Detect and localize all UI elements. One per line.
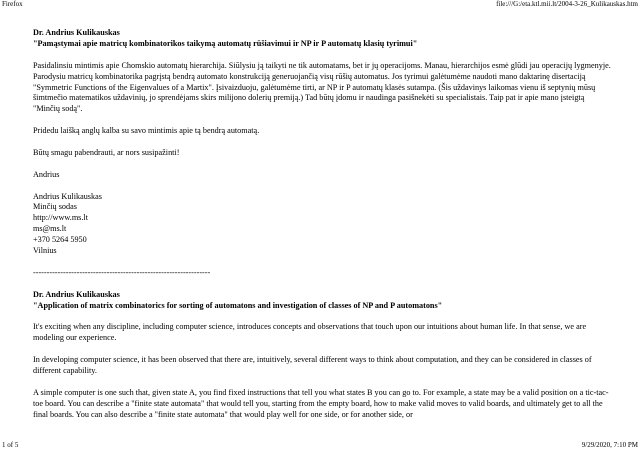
en-paragraph-1: It's exciting when any discipline, including computer science, introduces concepts and observations that touch upon our intuitions about human life. In that sense, we are modeling our experience. bbox=[33, 322, 587, 343]
lt-paragraph-3: Būtų smagu pabendrauti, ar nors susipažinti! bbox=[33, 147, 180, 157]
en-title: "Application of matrix combinatorics for sorting of automatons and investigation of classes of NP and P automatons" bbox=[33, 300, 443, 310]
signature-block bbox=[33, 192, 611, 257]
en-paragraph-2: In developing computer science, it has been observed that there are, intuitively, several different ways to think about computation, and they can be considered in classes of different capability. bbox=[33, 355, 592, 375]
print-header bbox=[0, 0, 640, 10]
signature-name: Andrius Kulikauskas bbox=[33, 191, 102, 201]
lt-title: "Pamąstymai apie matricų kombinatorikos taikymą automatų rūšiavimui ir NP ir P automatų klasių tyrimui" bbox=[33, 38, 418, 48]
print-header-app: Firefox bbox=[2, 0, 23, 8]
lt-paragraph-1: Pasidalinsiu mintimis apie Chomskio automatų hierarchija. Siūlysiu ją taikyti ne tik automatams, bet ir jų operacijoms. Manau, hierarchijos esmė glūdi jau operacijų lygmenyje. Parodysiu matricų kombinatorika pagrįstą bendrą automato konstrukciją generuojančią visų rūšių automatus. Jos tyrimui galėtumėme naudoti mano daktarinę disertaciją "Symmetric Functions of the Eigenvalues of a Martix". Įsivaizduoju, galėtumėme tirti, ar NP ir P automatų klasės sutampa. (Šis uždavinys laikomas vienu iš septynių mūsų šimtmečio matematikos uždavinių, jo sprendėjams skirs milijono dolerių premiją.) Tad būtų įdomu ir naudinga pasišnekėti su specialistais. Taip pat ir apie mano įsteigtą "Minčių sodą". bbox=[33, 60, 611, 114]
en-paragraph-3: A simple computer is one such that, given state A, you find fixed instructions that tell you what states B you can go to. For example, a state may be a valid position on a tic-tac-toe board. You can describe a "finite state automata" that would tell you, starting from the empty board, how to make valid moves to valid boards, and ultimately get to all the final boards. You can also describe a "finite state automata" that would play well for one side, or for another side, or bbox=[33, 387, 609, 419]
en-heading bbox=[33, 290, 611, 312]
lt-heading bbox=[33, 28, 611, 50]
section-divider: ----------------------------------------------------------------- bbox=[33, 267, 211, 277]
print-header-url: file:///G:/eta.ktl.mii.lt/2004-3-26_Kulikauskas.htm bbox=[496, 0, 638, 8]
en-author: Dr. Andrius Kulikauskas bbox=[33, 289, 120, 299]
signature-email-link[interactable]: ms@ms.lt bbox=[33, 224, 67, 234]
signature-web-link[interactable]: http://www.ms.lt bbox=[33, 213, 88, 223]
print-footer-page: 1 of 5 bbox=[2, 441, 19, 449]
signature-phone: +370 5264 5950 bbox=[33, 235, 87, 245]
lt-paragraph-2: Pridedu laišką anglų kalba su savo mintimis apie tą bendrą automatą. bbox=[33, 126, 260, 136]
print-footer bbox=[0, 440, 640, 452]
document-body bbox=[33, 28, 611, 431]
lt-author: Dr. Andrius Kulikauskas bbox=[33, 28, 120, 37]
lt-paragraph-4: Andrius bbox=[33, 169, 60, 179]
signature-city: Vilnius bbox=[33, 246, 57, 256]
print-footer-datetime: 9/29/2020, 7:10 PM bbox=[581, 441, 638, 449]
signature-org: Minčių sodas bbox=[33, 202, 77, 212]
